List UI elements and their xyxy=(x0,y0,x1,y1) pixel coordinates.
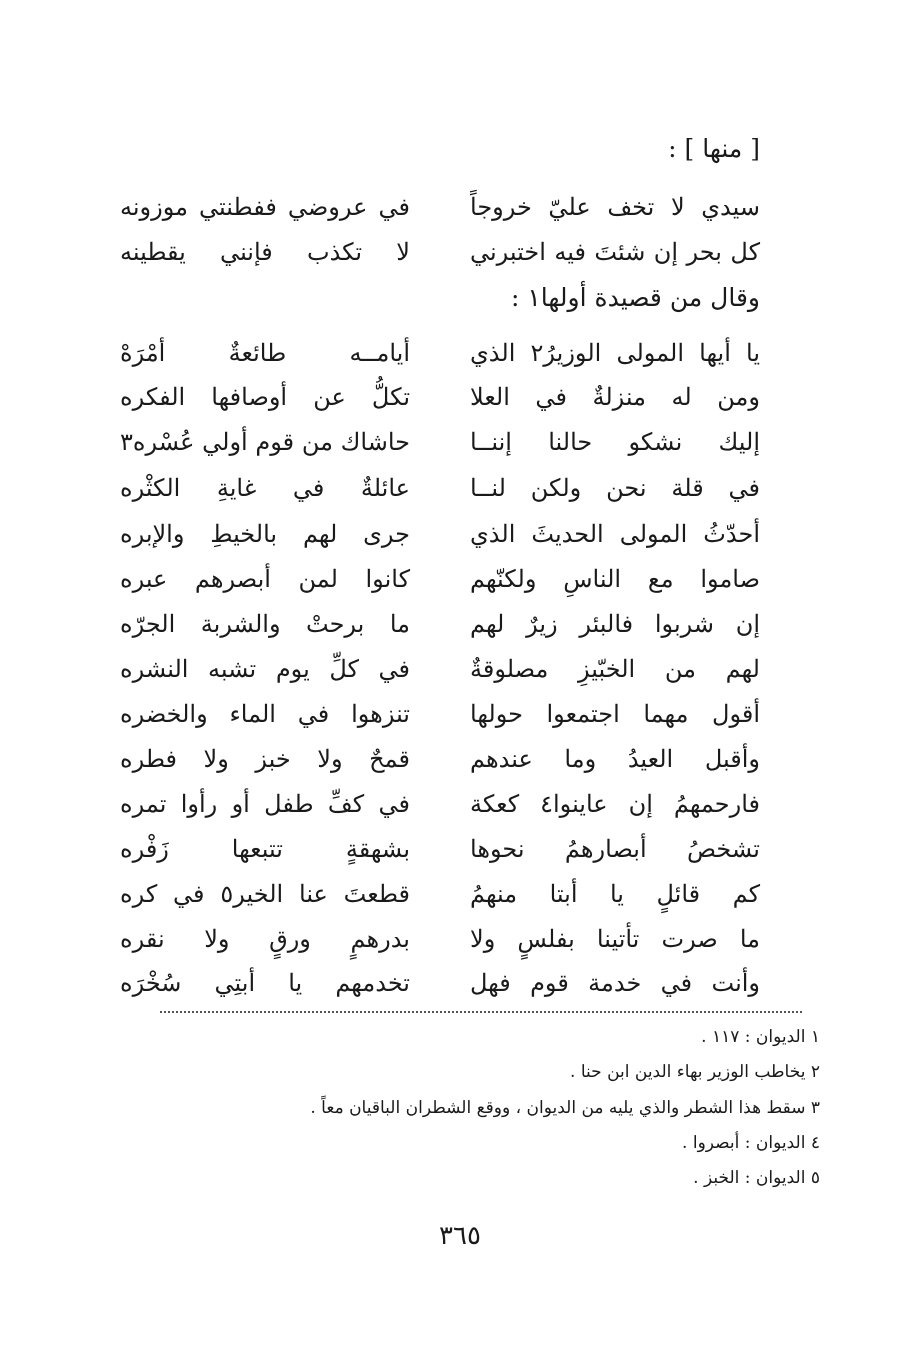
footnote: ٣ سقط هذا الشطر والذي يليه من الديوان ، ووقع الشطران الباقيان معاً . xyxy=(310,1098,820,1118)
page-number: ٣٦٥ xyxy=(439,1221,481,1251)
verse-first-hemistich: إليك نشكو حالنا إننــا xyxy=(470,428,760,456)
verse-first-hemistich: إن شربوا فالبئر زيرٌ لهم xyxy=(470,610,760,638)
verse-first-hemistich: ومن له منزلةٌ في العلا xyxy=(470,383,760,411)
verse-second-hemistich: جرى لهم بالخيطِ والإبره xyxy=(120,520,410,548)
verse-first-hemistich: كل بحر إن شئتَ فيه اختبرني xyxy=(470,238,760,266)
verse-second-hemistich: بشهقةٍ تتبعها زَفْره xyxy=(120,835,410,863)
poem-verse xyxy=(120,466,760,510)
verse-second-hemistich: تكلُّ عن أوصافها الفكره xyxy=(120,383,410,411)
verse-first-hemistich: سيدي لا تخف عليّ خروجاً xyxy=(470,193,760,221)
verse-second-hemistich: ما برحتْ والشربة الجرّه xyxy=(120,610,410,638)
verse-second-hemistich: حاشاك من قوم أولي عُسْره٣ xyxy=(120,428,410,456)
poem-verse xyxy=(120,872,760,916)
verse-second-hemistich: في عروضي ففطنتي موزونه xyxy=(120,193,410,221)
poem-verse xyxy=(120,647,760,691)
poem-verse xyxy=(120,331,760,375)
verse-first-hemistich: يا أيها المولى الوزيرُ٢ الذي xyxy=(470,339,761,367)
footnote: ٥ الديوان : الخبز . xyxy=(693,1168,820,1188)
poem-verse xyxy=(120,512,760,556)
poem-verse xyxy=(120,961,760,1005)
poem-verse xyxy=(120,827,760,871)
verse-second-hemistich: أيامــه طائعةٌ أمْرَهْ xyxy=(120,339,410,367)
verse-second-hemistich: في كلِّ يوم تشبه النشره xyxy=(120,655,410,683)
verse-second-hemistich: قمحٌ ولا خبز ولا فطره xyxy=(120,745,410,773)
verse-first-hemistich: لهم من الخبّيزِ مصلوقةٌ xyxy=(470,655,760,683)
poem-verse xyxy=(120,782,760,826)
poem-verse xyxy=(120,375,760,419)
footnote-divider xyxy=(160,1011,802,1013)
verse-second-hemistich: بدرهمٍ ورقٍ ولا نقره xyxy=(120,925,410,953)
poem-verse xyxy=(120,602,760,646)
section-label: [ منها ] : xyxy=(668,134,760,163)
verse-second-hemistich: عائلةٌ في غايةِ الكثْره xyxy=(120,474,410,502)
verse-first-hemistich: كم قائلٍ يا أبتا منهمُ xyxy=(470,880,760,908)
footnote: ٤ الديوان : أبصروا . xyxy=(682,1133,820,1153)
short-poem-verse xyxy=(120,185,760,229)
verse-second-hemistich: تخدمهم يا أبتِي سُخْرَه xyxy=(120,969,410,997)
footnote: ٢ يخاطب الوزير بهاء الدين ابن حنا . xyxy=(570,1062,820,1082)
short-poem-verse xyxy=(120,230,760,274)
verse-first-hemistich: في قلة نحن ولكن لنــا xyxy=(470,474,760,502)
poem-verse xyxy=(120,917,760,961)
verse-second-hemistich: في كفِّ طفل أو رأوا تمره xyxy=(120,790,410,818)
verse-second-hemistich: قطعتَ عنا الخير٥ في كره xyxy=(120,880,410,908)
verse-second-hemistich: كانوا لمن أبصرهم عبره xyxy=(120,565,410,593)
footnote: ١ الديوان : ١١٧ . xyxy=(701,1027,820,1047)
verse-second-hemistich: لا تكذب فإنني يقطينه xyxy=(120,238,410,266)
verse-first-hemistich: وأقبل العيدُ وما عندهم xyxy=(470,745,760,773)
verse-first-hemistich: صاموا مع الناسِ ولكنّهم xyxy=(470,565,760,593)
poem-verse xyxy=(120,420,760,464)
verse-first-hemistich: وأنت في خدمة قوم فهل xyxy=(470,969,760,997)
poem-verse xyxy=(120,692,760,736)
verse-first-hemistich: أحدّثُ المولى الحديثَ الذي xyxy=(470,520,760,548)
verse-first-hemistich: فارحمهمُ إن عاينوا٤ كعكة xyxy=(470,790,760,818)
poem-verse xyxy=(120,557,760,601)
verse-first-hemistich: ما صرت تأتينا بفلسٍ ولا xyxy=(470,925,760,953)
verse-first-hemistich: أقول مهما اجتمعوا حولها xyxy=(470,700,760,728)
verse-first-hemistich: تشخصُ أبصارهمُ نحوها xyxy=(470,835,760,863)
verse-second-hemistich: تنزهوا في الماء والخضره xyxy=(120,700,410,728)
poem-intro: وقال من قصيدة أولها١ : xyxy=(510,283,760,312)
poem-verse xyxy=(120,737,760,781)
